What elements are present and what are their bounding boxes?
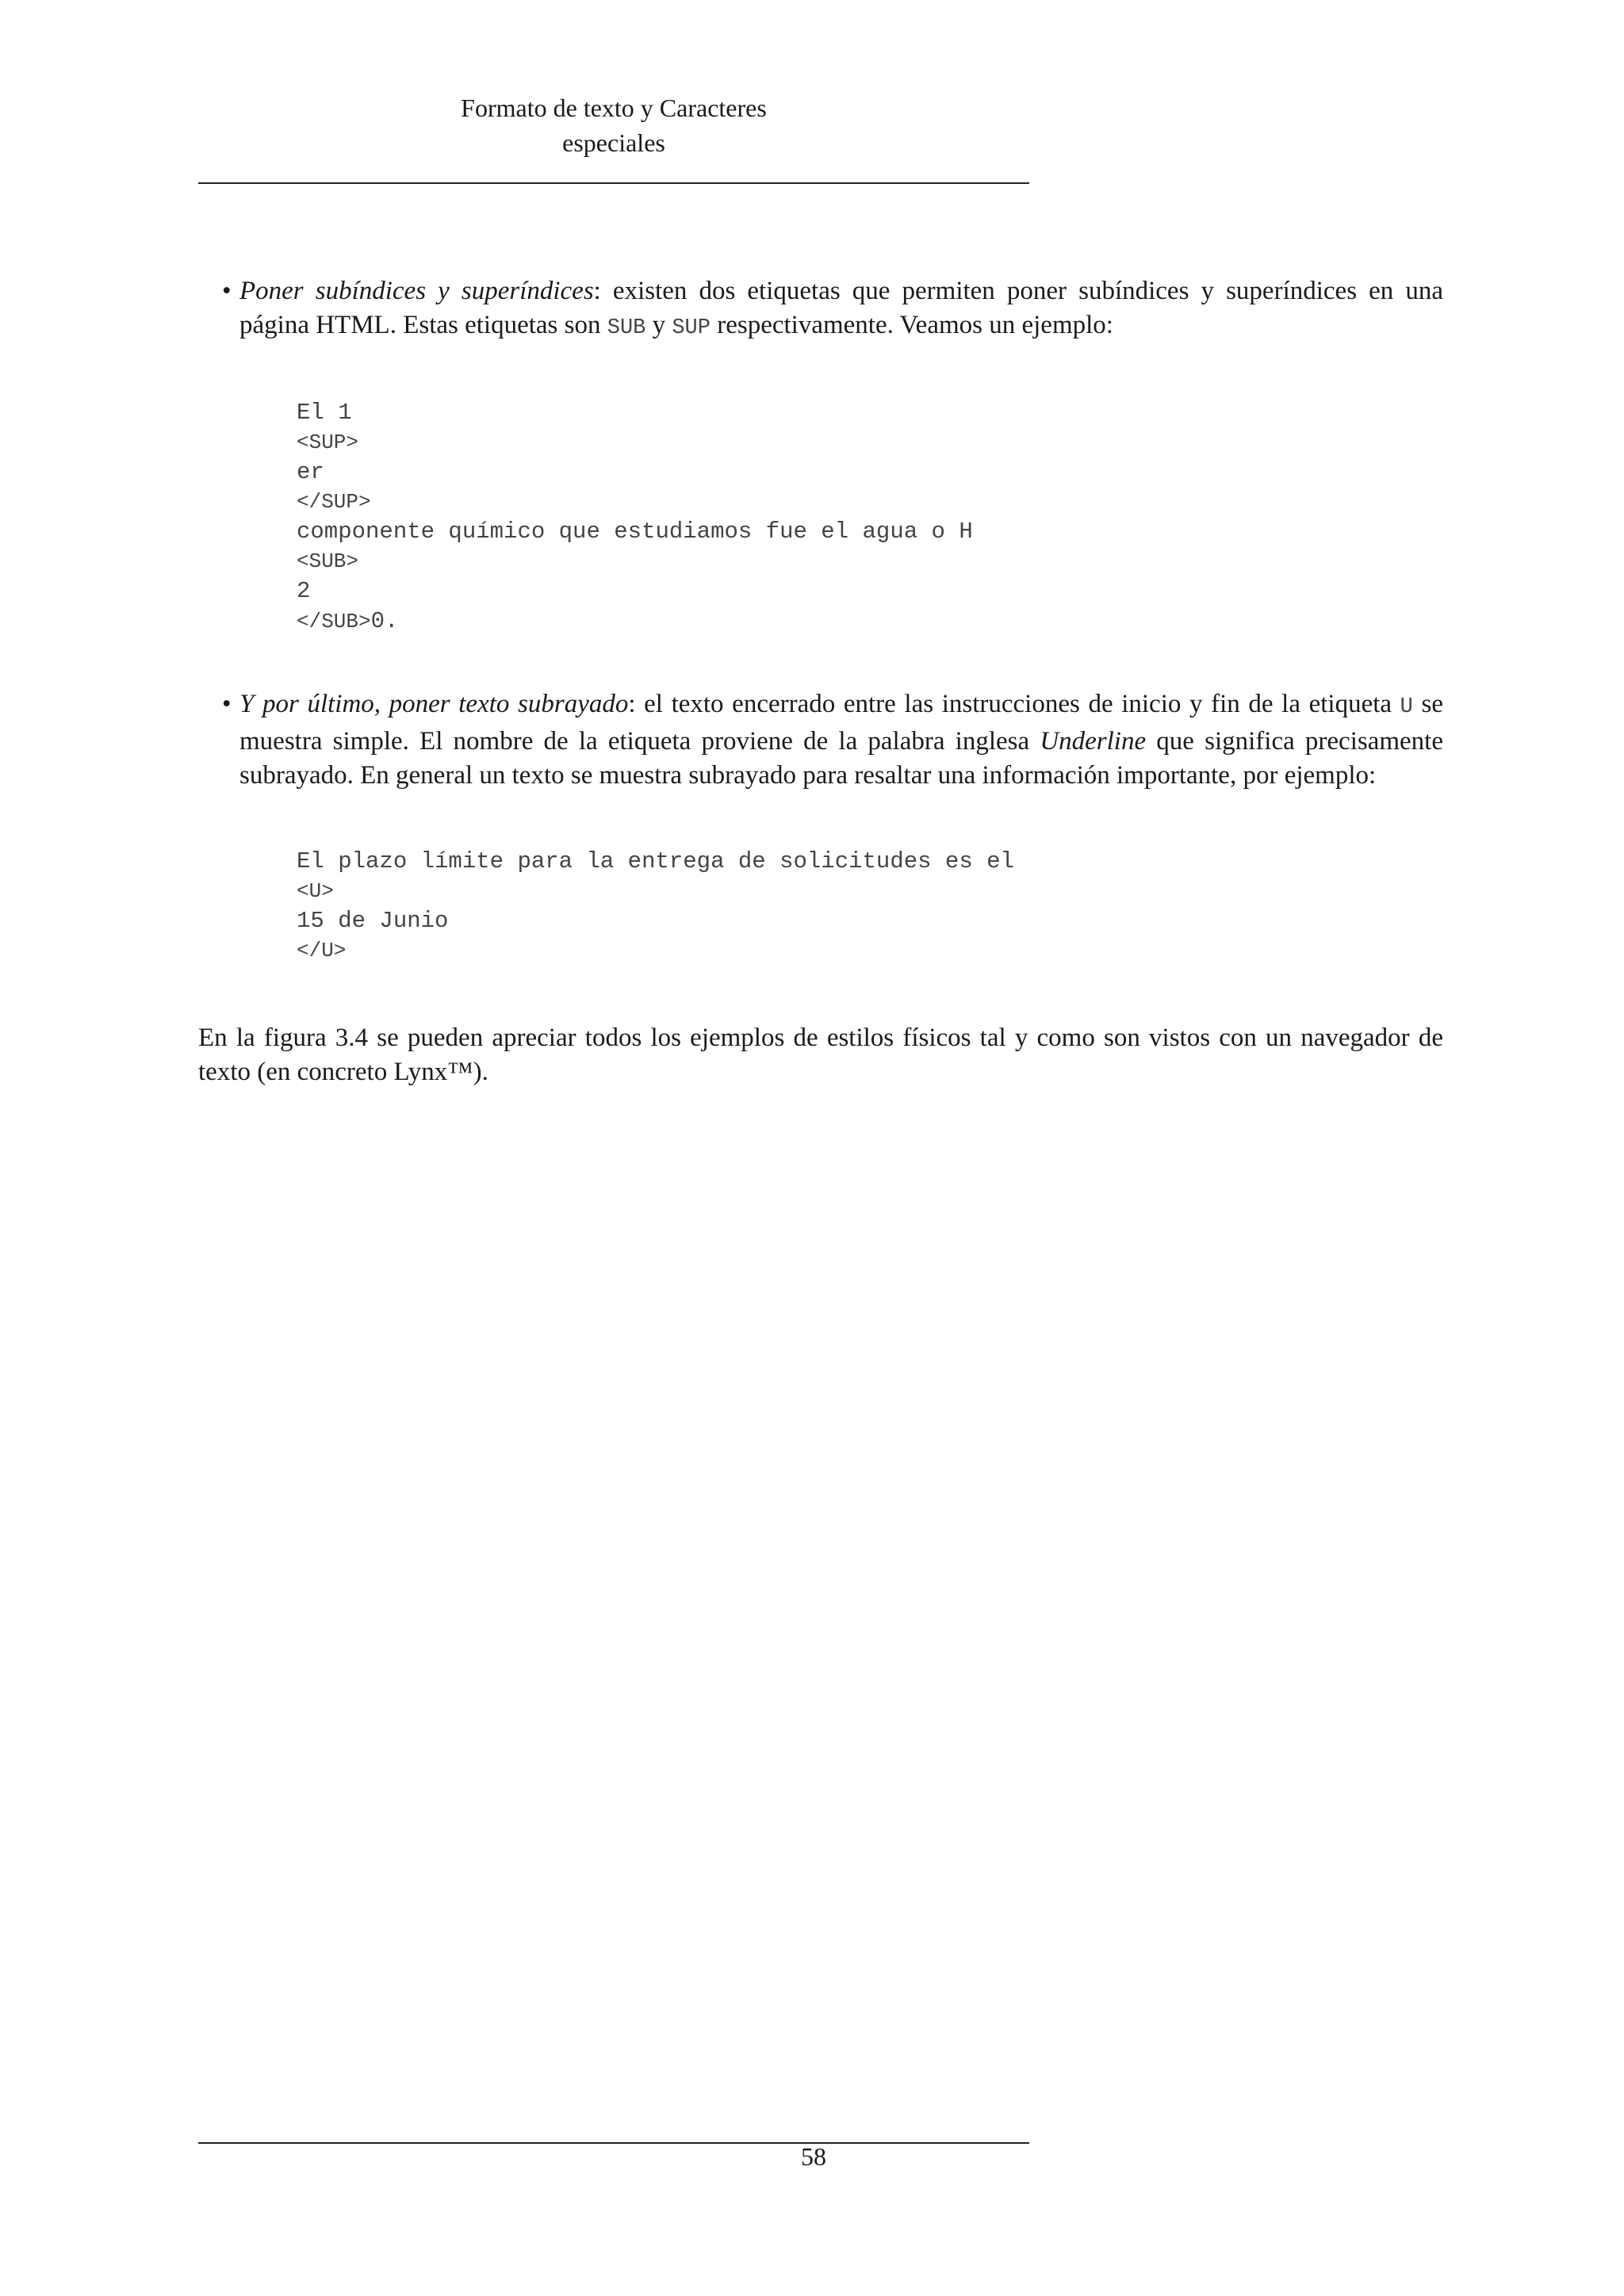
- code-line: </U>: [297, 938, 347, 962]
- header-rule: [198, 182, 1029, 184]
- code-tag: </SUB>: [297, 609, 371, 633]
- code-line: [297, 607, 1443, 637]
- code-line: El plazo límite para la entrega de solicitudes es el: [297, 848, 1014, 874]
- bullet-term-underline: Underline: [1040, 727, 1147, 756]
- code-line: er: [297, 459, 324, 485]
- page-number: 58: [801, 2142, 826, 2171]
- page-body: [198, 274, 1443, 1115]
- code-line: El 1: [297, 400, 352, 426]
- header-title-line2: especiales: [562, 128, 665, 157]
- code-line: <SUP>: [297, 430, 359, 454]
- inline-code-u: U: [1400, 695, 1413, 719]
- bullet-underline: [198, 687, 1443, 793]
- code-line: </SUP>: [297, 489, 371, 514]
- code-example-sup-sub: [297, 398, 1443, 637]
- bullet-text: : el texto encerrado entre las instrucciones de inicio y fin de la etiqueta: [628, 690, 1400, 718]
- bullet-marker: •: [222, 277, 232, 305]
- inline-code-sup: SUP: [672, 316, 710, 340]
- code-line: 2: [297, 578, 311, 604]
- code-line: <SUB>: [297, 549, 359, 573]
- page-header: [198, 90, 1029, 160]
- code-line: 15 de Junio: [297, 908, 449, 934]
- bullet-subscripts-superscripts: [198, 274, 1443, 346]
- bullet-text: : existen dos etiquetas que permiten poner subíndices y superíndices en una página HTML. Estas etiquetas son: [239, 277, 1443, 339]
- bullet-text: que significa precisamente subrayado. En general un texto se muestra subrayado para resaltar una información importante, por ejemplo:: [239, 727, 1443, 790]
- code-line: componente químico que estudiamos fue el agua o H: [297, 519, 973, 545]
- inline-code-sub: SUB: [607, 316, 646, 340]
- bullet-term: Poner subíndices y superíndices: [239, 277, 594, 305]
- header-title-line1: Formato de texto y Caracteres: [461, 94, 767, 122]
- bullet-text: y: [645, 311, 672, 339]
- code-example-underline: [297, 847, 1443, 966]
- bullet-text: respectivamente. Veamos un ejemplo:: [710, 311, 1113, 339]
- final-paragraph: En la figura 3.4 se pueden apreciar todos los ejemplos de estilos físicos tal y como son vistos con un navegador de texto (en concreto Lynx™).: [198, 1024, 1443, 1086]
- bullet-text: se muestra simple. El nombre de la etiqueta proviene de la palabra inglesa: [239, 690, 1443, 756]
- footer-rule: [198, 2142, 1029, 2144]
- code-text: 0.: [370, 607, 399, 634]
- code-line: <U>: [297, 878, 334, 903]
- bullet-term: Y por último, poner texto subrayado: [239, 690, 629, 718]
- bullet-marker: •: [222, 690, 232, 718]
